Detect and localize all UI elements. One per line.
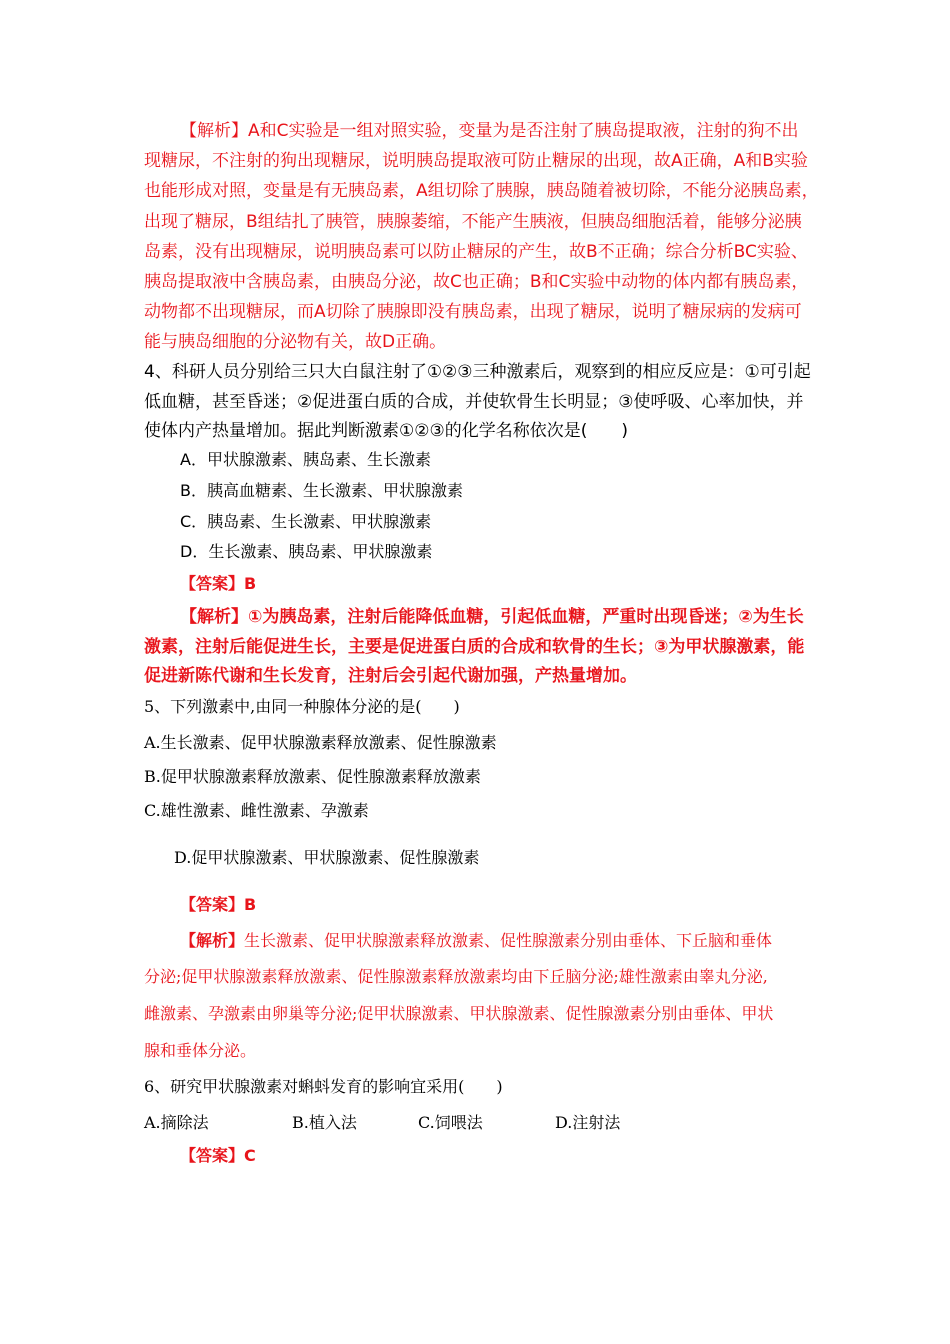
q5-analysis-text: 生长激素、促甲状腺激素释放激素、促性腺激素分别由垂体、下丘脑和垂体: [244, 931, 773, 950]
q3-analysis-line: 能与胰岛细胞的分泌物有关，故D正确。: [144, 332, 447, 352]
q3-analysis-line: 动物都不出现糖尿，而A切除了胰腺即没有胰岛素，出现了糖尿，说明了糖尿病的发病可: [144, 302, 802, 322]
q3-analysis-line: 【解析】A和C实验是一组对照实验，变量为是否注射了胰岛提取液，注射的狗不出: [180, 121, 799, 141]
q3-analysis-line: 出现了糖尿，B组结扎了胰管，胰腺萎缩，不能产生胰液，但胰岛细胞活着，能够分泌胰: [144, 212, 802, 232]
q5-answer: 【答案】B: [180, 895, 257, 914]
q4-option-b: B．胰高血糖素、生长激素、甲状腺激素: [180, 481, 463, 500]
q5-option-c: C.雄性激素、雌性激素、孕激素: [144, 801, 369, 820]
q4-analysis-line: 促进新陈代谢和生长发育，注射后会引起代谢加强，产热量增加。: [144, 666, 637, 686]
q6-option-a: A.摘除法: [144, 1113, 209, 1132]
q6-option-c: C.饲喂法: [418, 1113, 483, 1132]
q6-option-d: D.注射法: [555, 1113, 621, 1132]
q5-analysis-label: 【解析】: [180, 931, 245, 950]
q4-option-c: C．胰岛素、生长激素、甲状腺激素: [180, 512, 432, 531]
q4-answer: 【答案】B: [180, 574, 257, 593]
q3-analysis-line: 胰岛提取液中含胰岛素，由胰岛分泌，故C也正确；B和C实验中动物的体内都有胰岛素，: [144, 272, 809, 292]
q4-option-d: D．生长激素、胰岛素、甲状腺激素: [180, 542, 433, 561]
q5-analysis-line: 腺和垂体分泌。: [144, 1041, 257, 1060]
q5-analysis-line: 分泌;促甲状腺激素释放激素、促性腺激素释放激素均由下丘脑分泌;雄性激素由睾丸分泌,: [144, 967, 768, 986]
q5-analysis-first: [180, 928, 772, 951]
q4-analysis-line: 激素，注射后能促进生长，主要是促进蛋白质的合成和软骨的生长；③为甲状腺激素，能: [144, 637, 805, 657]
q3-analysis-line: 也能形成对照，变量是有无胰岛素，A组切除了胰腺，胰岛随着被切除，不能分泌胰岛素，: [144, 181, 819, 201]
q4-analysis-line: 【解析】①为胰岛素，注射后能降低血糖，引起低血糖，严重时出现昏迷；②为生长: [180, 607, 804, 627]
q5-option-a: A.生长激素、促甲状腺激素释放激素、促性腺激素: [144, 733, 497, 752]
q6-answer: 【答案】C: [180, 1146, 256, 1165]
q4-option-a: A．甲状腺激素、胰岛素、生长激素: [180, 450, 431, 469]
q5-stem: 5、下列激素中,由同一种腺体分泌的是( ): [144, 697, 460, 716]
q4-stem-line: 低血糖，甚至昏迷；②促进蛋白质的合成，并使软骨生长明显；③使呼吸、心率加快，并: [144, 392, 804, 412]
q5-option-d: D.促甲状腺激素、甲状腺激素、促性腺激素: [174, 848, 480, 867]
q4-stem-line: 使体内产热量增加。据此判断激素①②③的化学名称依次是( ): [144, 421, 628, 441]
q3-analysis-line: 岛素，没有出现糖尿，说明胰岛素可以防止糖尿的产生，故B不正确；综合分析BC实验、: [144, 242, 808, 262]
q6-stem: 6、研究甲状腺激素对蝌蚪发育的影响宜采用( ): [144, 1077, 503, 1096]
q4-stem-line: 4、科研人员分别给三只大白鼠注射了①②③三种激素后，观察到的相应反应是：①可引起: [144, 362, 811, 382]
q5-option-b: B.促甲状腺激素释放激素、促性腺激素释放激素: [144, 767, 481, 786]
q5-analysis-line: 雌激素、孕激素由卵巢等分泌;促甲状腺激素、甲状腺激素、促性腺激素分别由垂体、甲状: [144, 1004, 774, 1023]
q6-option-b: B.植入法: [292, 1113, 357, 1132]
q3-analysis-line: 现糖尿，不注射的狗出现糖尿，说明胰岛提取液可防止糖尿的出现，故A正确，A和B实验: [144, 151, 808, 171]
